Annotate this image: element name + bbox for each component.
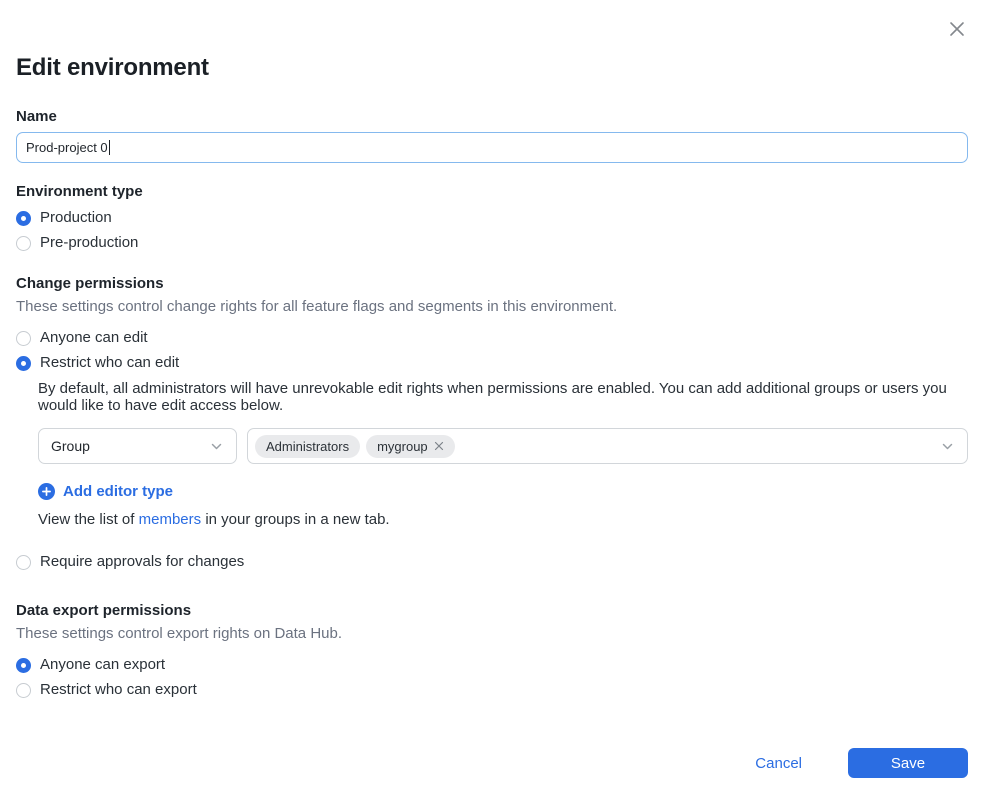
members-note-prefix: View the list of — [38, 511, 135, 528]
radio-label: Restrict who can edit — [40, 354, 180, 371]
chip-mygroup[interactable] — [366, 435, 455, 458]
editor-type-select-value: Group — [51, 438, 90, 454]
radio-icon-restrict-who-can-export[interactable] — [16, 683, 31, 698]
radio-option-require-approvals[interactable] — [16, 552, 968, 572]
radio-label: Pre-production — [40, 234, 139, 251]
radio-icon-restrict-who-can-edit[interactable] — [16, 356, 31, 371]
chip-administrators[interactable] — [255, 435, 360, 458]
radio-label: Restrict who can export — [40, 681, 197, 698]
close-icon — [946, 18, 968, 40]
radio-icon-anyone-can-export[interactable] — [16, 658, 31, 673]
radio-option-production[interactable] — [16, 208, 968, 228]
data-export-permissions-description: These settings control export rights on Data Hub. — [16, 625, 343, 642]
dialog-footer — [16, 748, 968, 778]
environment-type-heading: Environment type — [16, 183, 143, 200]
radio-option-anyone-can-edit[interactable] — [16, 328, 968, 348]
chip-label: mygroup — [377, 438, 428, 454]
add-editor-type-button[interactable] — [38, 483, 968, 500]
dialog-title: Edit environment — [16, 54, 209, 81]
radio-label: Anyone can export — [40, 656, 166, 673]
save-button[interactable]: Save — [848, 748, 968, 778]
radio-option-restrict-who-can-export[interactable] — [16, 680, 968, 700]
name-input-value: Prod-project 0 — [26, 140, 108, 155]
restrict-note: By default, all administrators will have unrevokable edit rights when permissions are enabled. You can add additional groups or users you would like to have edit access below. — [38, 380, 947, 414]
restrict-edit-details — [38, 380, 968, 528]
radio-label: Require approvals for changes — [40, 553, 245, 570]
radio-option-restrict-who-can-edit[interactable] — [16, 353, 968, 373]
radio-label: Anyone can edit — [40, 329, 148, 346]
name-label: Name — [16, 108, 57, 125]
chevron-down-icon — [209, 439, 224, 454]
chevron-down-icon — [940, 439, 955, 454]
editors-multiselect[interactable] — [247, 428, 968, 464]
members-link[interactable]: members — [138, 511, 202, 528]
change-permissions-description: These settings control change rights for all feature flags and segments in this environment. — [16, 298, 618, 315]
members-note — [38, 511, 968, 528]
radio-option-pre-production[interactable] — [16, 233, 968, 253]
chip-remove-icon[interactable] — [434, 441, 444, 451]
close-button[interactable] — [944, 16, 970, 42]
editor-type-select[interactable] — [38, 428, 237, 464]
radio-icon-require-approvals[interactable] — [16, 555, 31, 570]
radio-icon-production[interactable] — [16, 211, 31, 226]
change-permissions-heading: Change permissions — [16, 275, 164, 292]
environment-name-input[interactable] — [16, 132, 968, 163]
add-editor-type-label: Add editor type — [63, 483, 174, 500]
radio-icon-anyone-can-edit[interactable] — [16, 331, 31, 346]
members-note-suffix: in your groups in a new tab. — [205, 511, 390, 528]
chip-label: Administrators — [266, 438, 350, 454]
radio-label: Production — [40, 209, 112, 226]
cancel-button[interactable]: Cancel — [755, 754, 802, 772]
radio-icon-pre-production[interactable] — [16, 236, 31, 251]
radio-option-anyone-can-export[interactable] — [16, 655, 968, 675]
text-caret — [109, 140, 110, 155]
plus-circle-icon — [38, 483, 55, 500]
data-export-permissions-heading: Data export permissions — [16, 602, 192, 619]
